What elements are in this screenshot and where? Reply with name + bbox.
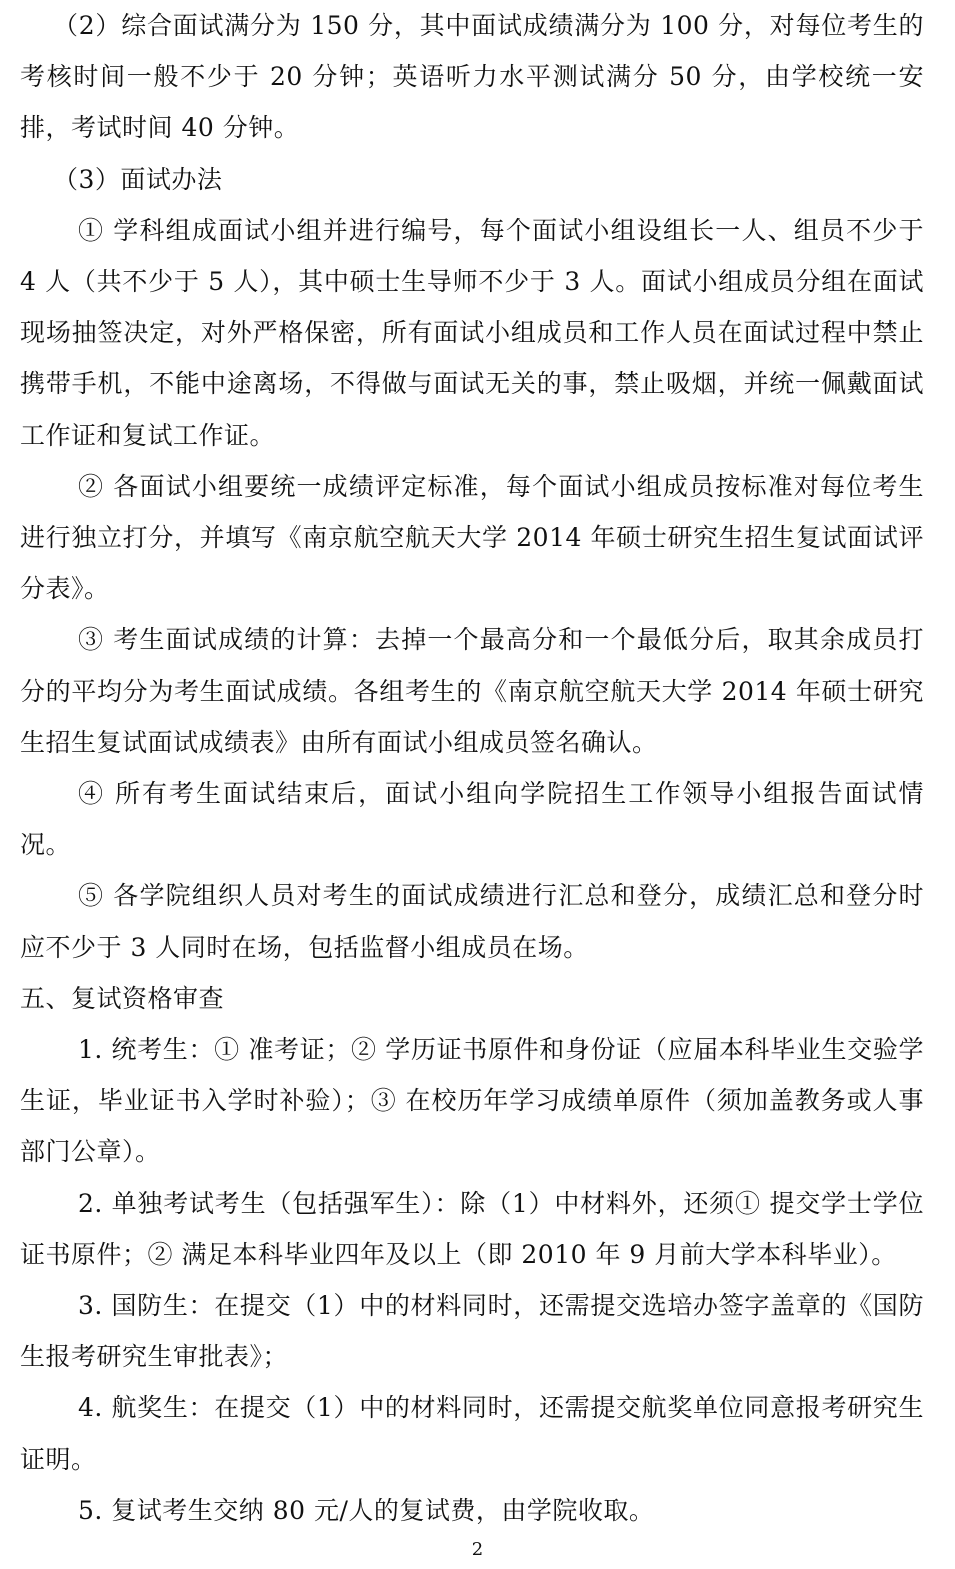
paragraph-qualification-2: 2. 单独考试考生（包括强军生）：除（1）中材料外，还须① 提交学士学位证书原件；② 满足本科毕业四年及以上（即 2010 年 9 月前大学本科毕业）。 [20,1188,924,1269]
section-heading-qualification-review: 五、复试资格审查 [20,983,225,1013]
paragraph-qualification-3: 3. 国防生：在提交（1）中的材料同时，还需提交选培办签字盖章的《国防生报考研究生审批表》； [20,1291,924,1372]
paragraph-interview-scoring: （2）综合面试满分为 150 分，其中面试成绩满分为 100 分，对每位考生的考核时间一般不少于 20 分钟；英语听力水平测试满分 50 分，由学校统一安排，考试时间 40 分钟。 [20,11,924,143]
paragraph-interview-method-heading: （3）面试办法 [53,164,223,194]
paragraph-qualification-4: 4. 航奖生：在提交（1）中的材料同时，还需提交航奖单位同意报考研究生证明。 [20,1393,924,1474]
paragraph-interview-method-2: ② 各面试小组要统一成绩评定标准，每个面试小组成员按标准对每位考生进行独立打分，并填写《南京航空航天大学 2014 年硕士研究生招生复试面试评分表》。 [20,471,924,604]
paragraph-interview-method-5: ⑤ 各学院组织人员对考生的面试成绩进行汇总和登分，成绩汇总和登分时应不少于 3 人同时在场，包括监督小组成员在场。 [20,881,924,962]
page-number: 2 [471,1539,484,1560]
document-body [20,0,924,1536]
paragraph-qualification-1: 1. 统考生：① 准考证；② 学历证书原件和身份证（应届本科毕业生交验学生证，毕业证书入学时补验）；③ 在校历年学习成绩单原件（须加盖教务或人事部门公章）。 [20,1035,924,1167]
paragraph-qualification-5: 5. 复试考生交纳 80 元/人的复试费，由学院收取。 [78,1495,655,1525]
paragraph-interview-method-3: ③ 考生面试成绩的计算：去掉一个最高分和一个最低分后，取其余成员打分的平均分为考生面试成绩。各组考生的《南京航空航天大学 2014 年硕士研究生招生复试面试成绩表》由所有面试小组成员签名确认。 [20,625,924,757]
paragraph-interview-method-4: ④ 所有考生面试结束后，面试小组向学院招生工作领导小组报告面试情况。 [20,779,924,860]
paragraph-interview-method-1: ① 学科组成面试小组并进行编号，每个面试小组设组长一人、组员不少于 4 人（共不少于 5 人），其中硕士生导师不少于 3 人。面试小组成员分组在面试现场抽签决定，对外严格保密，所有面试小组成员和工作人员在面试过程中禁止携带手机，不能中途离场，不得做与面试无关的事，禁止吸烟，并统一佩戴面试工作证和复试工作证。 [20,215,924,450]
